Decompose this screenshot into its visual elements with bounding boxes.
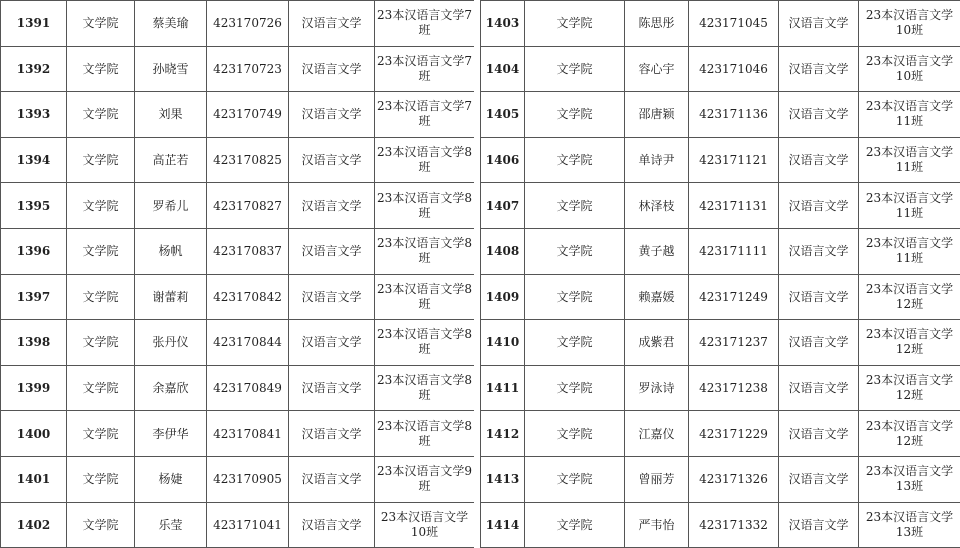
major-cell: 汉语言文学 [289,456,375,502]
class-cell: 23本汉语言文学9班 [375,456,475,502]
table-row [481,92,960,138]
student-id: 423171237 [689,320,779,366]
student-id: 423171249 [689,274,779,320]
row-number: 1391 [1,1,67,47]
class-cell: 23本汉语言文学8班 [375,228,475,274]
student-name: 杨婕 [135,456,207,502]
student-id: 423170726 [207,1,289,47]
student-name: 曾丽芳 [625,456,689,502]
major-cell: 汉语言文学 [289,183,375,229]
college-cell: 文学院 [67,183,135,229]
class-cell: 23本汉语言文学10班 [375,502,475,548]
class-cell: 23本汉语言文学11班 [859,183,960,229]
class-cell: 23本汉语言文学12班 [859,274,960,320]
row-number: 1401 [1,456,67,502]
class-cell: 23本汉语言文学10班 [859,1,960,47]
major-cell: 汉语言文学 [779,502,859,548]
student-id: 423170841 [207,411,289,457]
college-cell: 文学院 [67,1,135,47]
table-row [1,456,475,502]
college-cell: 文学院 [67,46,135,92]
student-id: 423170849 [207,365,289,411]
table-row [1,320,475,366]
student-name: 张丹仪 [135,320,207,366]
college-cell: 文学院 [67,456,135,502]
student-id: 423171238 [689,365,779,411]
table-row [1,183,475,229]
table-row [481,137,960,183]
table-row [1,274,475,320]
right-table-body [481,1,960,548]
row-number: 1407 [481,183,525,229]
row-number: 1395 [1,183,67,229]
college-cell: 文学院 [67,228,135,274]
row-number: 1409 [481,274,525,320]
table-row [1,228,475,274]
table-row [481,365,960,411]
row-number: 1400 [1,411,67,457]
student-name: 陈思彤 [625,1,689,47]
student-name: 成紫君 [625,320,689,366]
student-id: 423170827 [207,183,289,229]
major-cell: 汉语言文学 [779,411,859,457]
major-cell: 汉语言文学 [289,411,375,457]
student-name: 罗泳诗 [625,365,689,411]
row-number: 1408 [481,228,525,274]
student-id: 423171041 [207,502,289,548]
college-cell: 文学院 [525,274,625,320]
row-number: 1399 [1,365,67,411]
table-row [1,411,475,457]
class-cell: 23本汉语言文学13班 [859,456,960,502]
row-number: 1403 [481,1,525,47]
college-cell: 文学院 [525,1,625,47]
major-cell: 汉语言文学 [779,456,859,502]
student-name: 谢蕾莉 [135,274,207,320]
college-cell: 文学院 [67,365,135,411]
row-number: 1393 [1,92,67,138]
row-number: 1398 [1,320,67,366]
row-number: 1396 [1,228,67,274]
row-number: 1392 [1,46,67,92]
college-cell: 文学院 [67,274,135,320]
student-name: 江嘉仪 [625,411,689,457]
student-name: 刘果 [135,92,207,138]
major-cell: 汉语言文学 [289,46,375,92]
table-row [481,411,960,457]
major-cell: 汉语言文学 [289,137,375,183]
class-cell: 23本汉语言文学8班 [375,274,475,320]
student-name: 孙晓雪 [135,46,207,92]
table-row [481,456,960,502]
student-name: 李伊华 [135,411,207,457]
student-name: 单诗尹 [625,137,689,183]
student-name: 余嘉欣 [135,365,207,411]
student-id: 423170749 [207,92,289,138]
major-cell: 汉语言文学 [779,183,859,229]
college-cell: 文学院 [525,502,625,548]
student-name: 严韦怡 [625,502,689,548]
class-cell: 23本汉语言文学7班 [375,92,475,138]
student-id: 423170723 [207,46,289,92]
major-cell: 汉语言文学 [779,1,859,47]
college-cell: 文学院 [525,92,625,138]
major-cell: 汉语言文学 [779,228,859,274]
row-number: 1413 [481,456,525,502]
college-cell: 文学院 [525,183,625,229]
college-cell: 文学院 [525,228,625,274]
major-cell: 汉语言文学 [289,365,375,411]
student-id: 423170825 [207,137,289,183]
student-name: 蔡美瑜 [135,1,207,47]
class-cell: 23本汉语言文学7班 [375,46,475,92]
major-cell: 汉语言文学 [779,365,859,411]
student-id: 423170842 [207,274,289,320]
right-table-panel [480,0,960,548]
major-cell: 汉语言文学 [779,46,859,92]
class-cell: 23本汉语言文学8班 [375,320,475,366]
student-id: 423170905 [207,456,289,502]
college-cell: 文学院 [67,411,135,457]
table-row [481,274,960,320]
major-cell: 汉语言文学 [289,228,375,274]
student-name: 罗希儿 [135,183,207,229]
student-table-right [480,0,960,548]
row-number: 1397 [1,274,67,320]
student-name: 林泽枝 [625,183,689,229]
left-table-body [1,1,475,548]
college-cell: 文学院 [67,320,135,366]
major-cell: 汉语言文学 [779,320,859,366]
major-cell: 汉语言文学 [779,92,859,138]
student-name: 杨帆 [135,228,207,274]
left-table-panel [0,0,474,548]
student-id: 423171111 [689,228,779,274]
major-cell: 汉语言文学 [289,1,375,47]
college-cell: 文学院 [67,92,135,138]
major-cell: 汉语言文学 [289,92,375,138]
row-number: 1405 [481,92,525,138]
student-name: 容心宇 [625,46,689,92]
class-cell: 23本汉语言文学11班 [859,92,960,138]
college-cell: 文学院 [525,46,625,92]
student-name: 黄子越 [625,228,689,274]
row-number: 1410 [481,320,525,366]
student-id: 423170844 [207,320,289,366]
row-number: 1411 [481,365,525,411]
student-id: 423171326 [689,456,779,502]
row-number: 1402 [1,502,67,548]
class-cell: 23本汉语言文学8班 [375,411,475,457]
student-name: 邵唐颖 [625,92,689,138]
student-id: 423171136 [689,92,779,138]
class-cell: 23本汉语言文学12班 [859,411,960,457]
student-id: 423171045 [689,1,779,47]
table-row [481,183,960,229]
college-cell: 文学院 [67,137,135,183]
college-cell: 文学院 [525,320,625,366]
college-cell: 文学院 [525,137,625,183]
class-cell: 23本汉语言文学11班 [859,137,960,183]
table-row [1,92,475,138]
class-cell: 23本汉语言文学12班 [859,365,960,411]
class-cell: 23本汉语言文学12班 [859,320,960,366]
row-number: 1406 [481,137,525,183]
table-row [481,502,960,548]
major-cell: 汉语言文学 [289,320,375,366]
class-cell: 23本汉语言文学11班 [859,228,960,274]
student-name: 高芷若 [135,137,207,183]
row-number: 1412 [481,411,525,457]
student-id: 423171229 [689,411,779,457]
student-id: 423171131 [689,183,779,229]
major-cell: 汉语言文学 [289,274,375,320]
student-id: 423171332 [689,502,779,548]
table-row [481,1,960,47]
college-cell: 文学院 [67,502,135,548]
table-row [1,46,475,92]
student-name: 乐莹 [135,502,207,548]
student-name: 赖嘉媛 [625,274,689,320]
class-cell: 23本汉语言文学8班 [375,137,475,183]
table-row [481,320,960,366]
table-row [481,228,960,274]
table-row [1,1,475,47]
table-row [1,502,475,548]
class-cell: 23本汉语言文学10班 [859,46,960,92]
class-cell: 23本汉语言文学13班 [859,502,960,548]
class-cell: 23本汉语言文学8班 [375,365,475,411]
college-cell: 文学院 [525,365,625,411]
student-table-left [0,0,475,548]
table-row [1,137,475,183]
row-number: 1394 [1,137,67,183]
student-id: 423171121 [689,137,779,183]
college-cell: 文学院 [525,456,625,502]
table-row [481,46,960,92]
student-id: 423170837 [207,228,289,274]
college-cell: 文学院 [525,411,625,457]
table-row [1,365,475,411]
row-number: 1404 [481,46,525,92]
row-number: 1414 [481,502,525,548]
major-cell: 汉语言文学 [779,137,859,183]
major-cell: 汉语言文学 [289,502,375,548]
student-id: 423171046 [689,46,779,92]
major-cell: 汉语言文学 [779,274,859,320]
class-cell: 23本汉语言文学7班 [375,1,475,47]
class-cell: 23本汉语言文学8班 [375,183,475,229]
